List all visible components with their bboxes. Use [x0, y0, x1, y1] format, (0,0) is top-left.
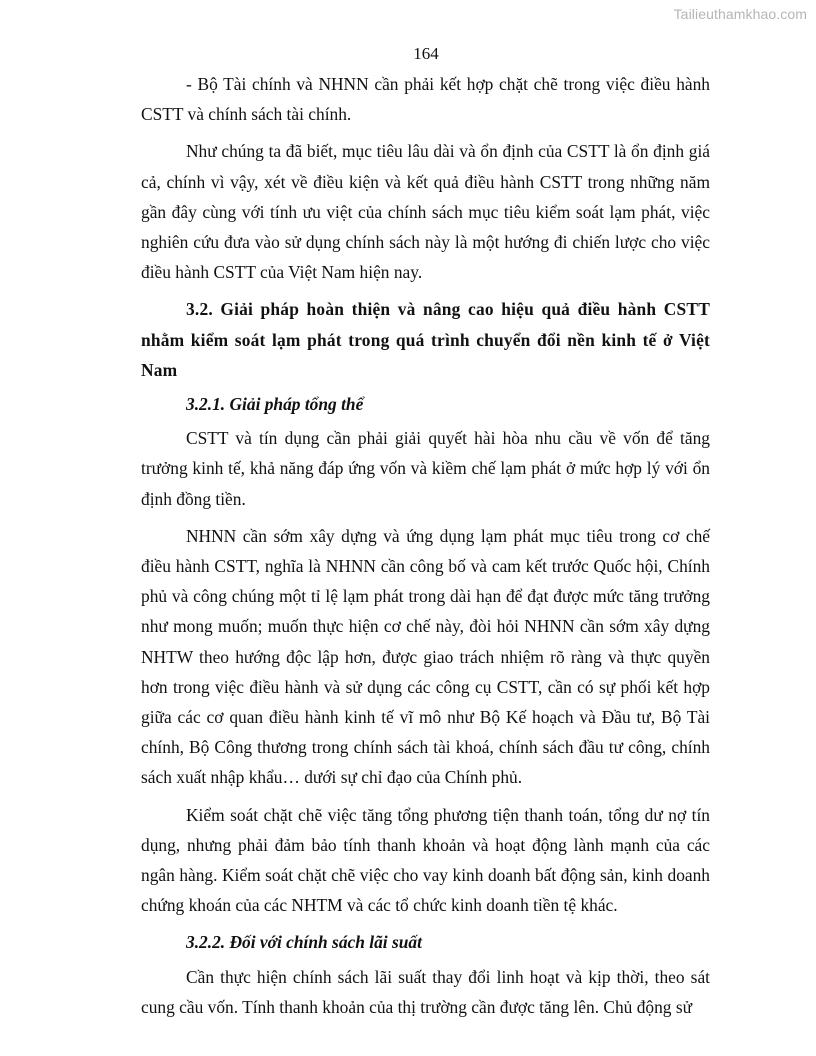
paragraph-nhnn-targeting: NHNN cần sớm xây dựng và ứng dụng lạm phát mục tiêu trong cơ chế điều hành CSTT, nghĩa là NHNN cần công bố và cam kết trước Quốc hội, Chính phủ và công chúng một tỉ lệ lạm phát trong dài hạn để đạt được mức tăng trưởng như mong muốn; muốn thực hiện cơ chế này, đòi hỏi NHNN cần sớm xây dựng NHTW theo hướng độc lập hơn, được giao trách nhiệm rõ ràng và thực quyền hơn trong việc điều hành và sử dụng các công cụ CSTT, cần có sự phối kết hợp giữa các cơ quan điều hành kinh tế vĩ mô như Bộ Kế hoạch và Đầu tư, Bộ Tài chính, Bộ Công thương trong chính sách tài khoá, chính sách đầu tư công, chính sách xuất nhập khẩu… dưới sự chỉ đạo của Chính phủ.: [141, 525, 710, 788]
paragraph-credit-policy: CSTT và tín dụng cần phải giải quyết hài hòa nhu cầu về vốn để tăng trưởng kinh tế, khả năng đáp ứng vốn và kiềm chế lạm phát ở mức hợp lý với ổn định đồng tiền.: [141, 428, 710, 509]
section-heading-3-2: 3.2. Giải pháp hoàn thiện và nâng cao hiệu quả điều hành CSTT nhằm kiểm soát lạm phát trong quá trình chuyển đổi nền kinh tế ở Việt Nam: [141, 299, 710, 380]
watermark: Tailieuthamkhao.com: [673, 6, 807, 22]
document-body: [141, 69, 710, 1029]
paragraph-inflation-targeting: Như chúng ta đã biết, mục tiêu lâu dài và ổn định của CSTT là ổn định giá cả, chính vì vậy, xét về điều kiện và kết quả điều hành CSTT trong những năm gần đây cùng với tính ưu việt của chính sách mục tiêu kiểm soát lạm phát, việc nghiên cứu đưa vào sử dụng chính sách này là một hướng đi chiến lược cho việc điều hành CSTT của Việt Nam hiện nay.: [141, 141, 710, 283]
subsection-heading-3-2-1: 3.2.1. Giải pháp tổng thể: [186, 394, 364, 415]
subsection-heading-3-2-2: 3.2.2. Đối với chính sách lãi suất: [186, 932, 422, 953]
paragraph-coordination: - Bộ Tài chính và NHNN cần phải kết hợp chặt chẽ trong việc điều hành CSTT và chính sách tài chính.: [141, 74, 710, 125]
paragraph-payment-control: Kiểm soát chặt chẽ việc tăng tổng phương tiện thanh toán, tổng dư nợ tín dụng, nhưng phải đảm bảo tính thanh khoản và hoạt động lành mạnh của các ngân hàng. Kiểm soát chặt chẽ việc cho vay kinh doanh bất động sản, kinh doanh chứng khoán của các NHTM và các tổ chức kinh doanh tiền tệ khác.: [141, 804, 710, 916]
paragraph-interest-rate: Cần thực hiện chính sách lãi suất thay đổi linh hoạt và kịp thời, theo sát cung cầu vốn. Tính thanh khoản của thị trường cần được tăng lên. Chủ động sử: [141, 966, 710, 1017]
page-number: 164: [413, 44, 439, 63]
